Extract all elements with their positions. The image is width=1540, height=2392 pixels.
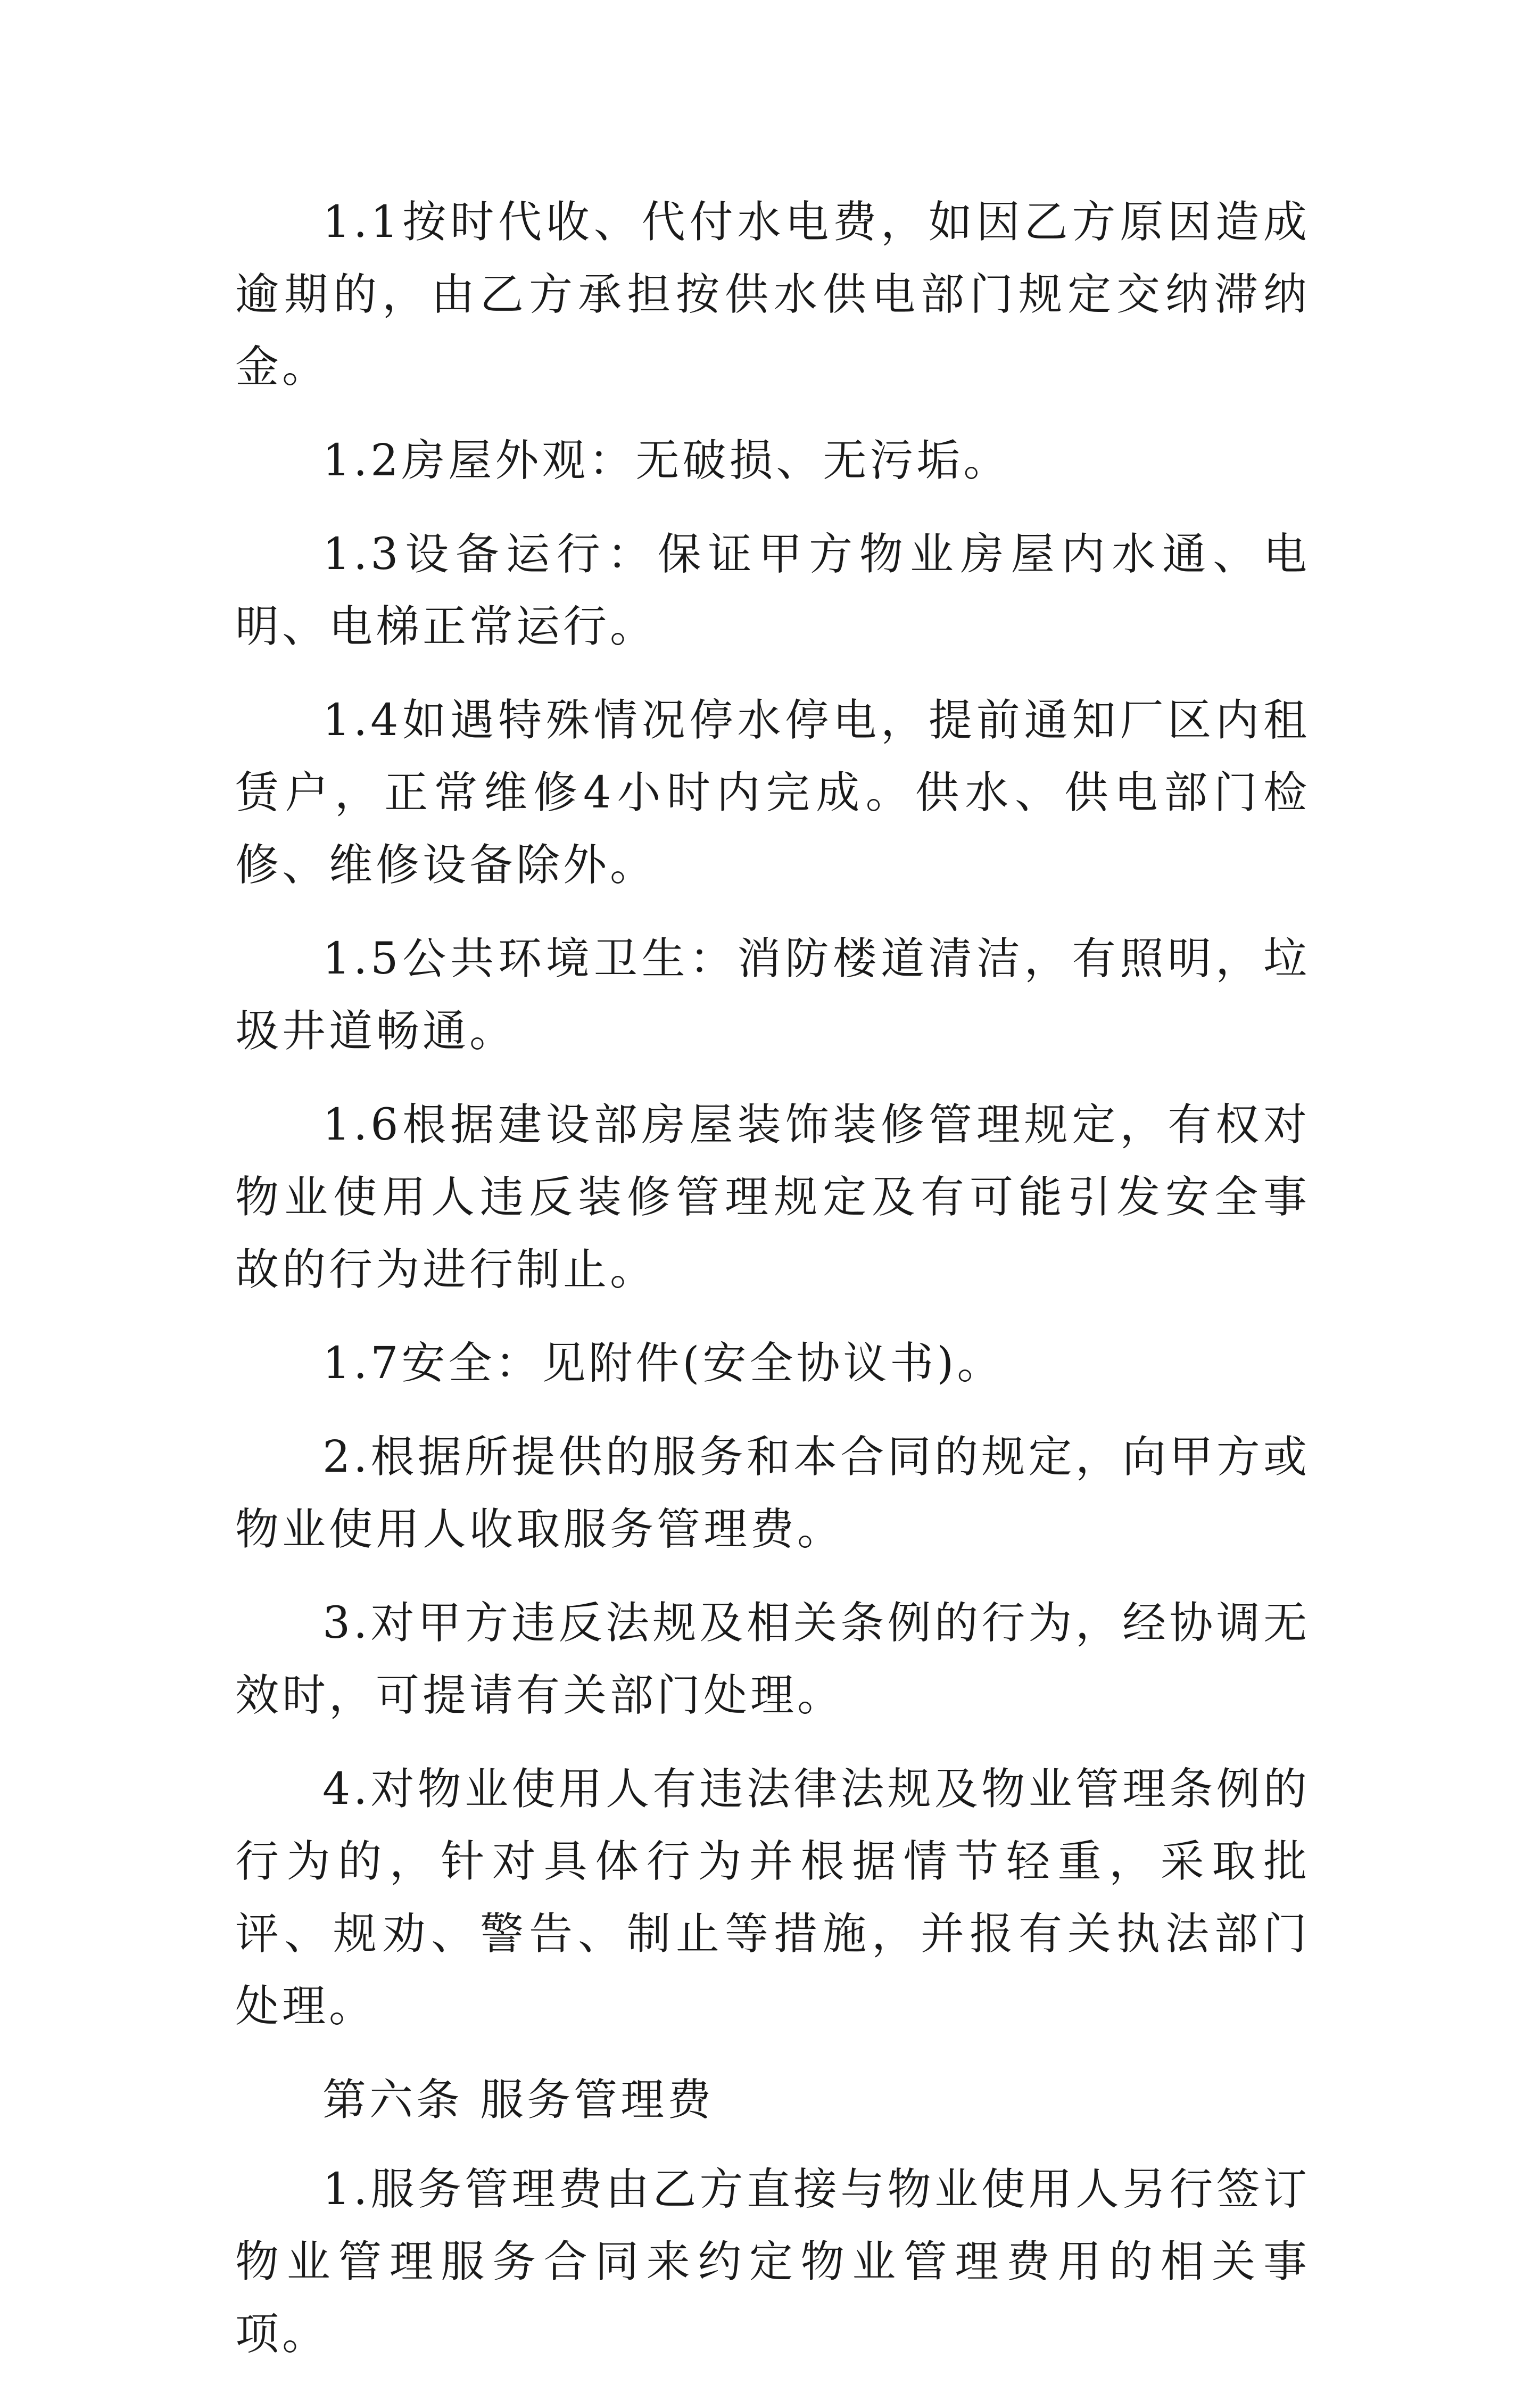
paragraph-1-2: 1.2房屋外观：无破损、无污垢。	[322, 435, 1011, 486]
document-page	[235, 186, 1310, 2392]
paragraph-1-1: 1.1按时代收、代付水电费，如因乙方原因造成逾期的，由乙方承担按供水供电部门规定交纳滞纳金。	[235, 197, 1310, 392]
paragraph-1-7: 1.7安全：见附件(安全协议书)。	[322, 1338, 1004, 1389]
paragraph-1-4: 1.4如遇特殊情况停水停电，提前通知厂区内租赁户，正常维修4小时内完成。供水、供电部门检修、维修设备除外。	[235, 695, 1310, 890]
paragraph-1-5: 1.5公共环境卫生：消防楼道清洁，有照明，垃圾井道畅通。	[235, 934, 1310, 1057]
paragraph-1-3: 1.3设备运行：保证甲方物业房屋内水通、电明、电梯正常运行。	[235, 529, 1310, 652]
paragraph-4: 4.对物业使用人有违法律法规及物业管理条例的行为的，针对具体行为并根据情节轻重，采取批评、规劝、警告、制止等措施，并报有关执法部门处理。	[235, 1764, 1310, 2032]
paragraph-6-1: 1.服务管理费由乙方直接与物业使用人另行签订物业管理服务合同来约定物业管理费用的相关事项。	[235, 2164, 1310, 2360]
paragraph-3: 3.对甲方违反法规及相关条例的行为，经协调无效时，可提请有关部门处理。	[235, 1598, 1310, 1721]
paragraph-2: 2.根据所提供的服务和本合同的规定，向甲方或物业使用人收取服务管理费。	[235, 1432, 1310, 1555]
section-heading-article-6: 第六条 服务管理费	[322, 2075, 715, 2125]
paragraph-1-6: 1.6根据建设部房屋装饰装修管理规定，有权对物业使用人违反装修管理规定及有可能引发安全事故的行为进行制止。	[235, 1100, 1310, 1295]
